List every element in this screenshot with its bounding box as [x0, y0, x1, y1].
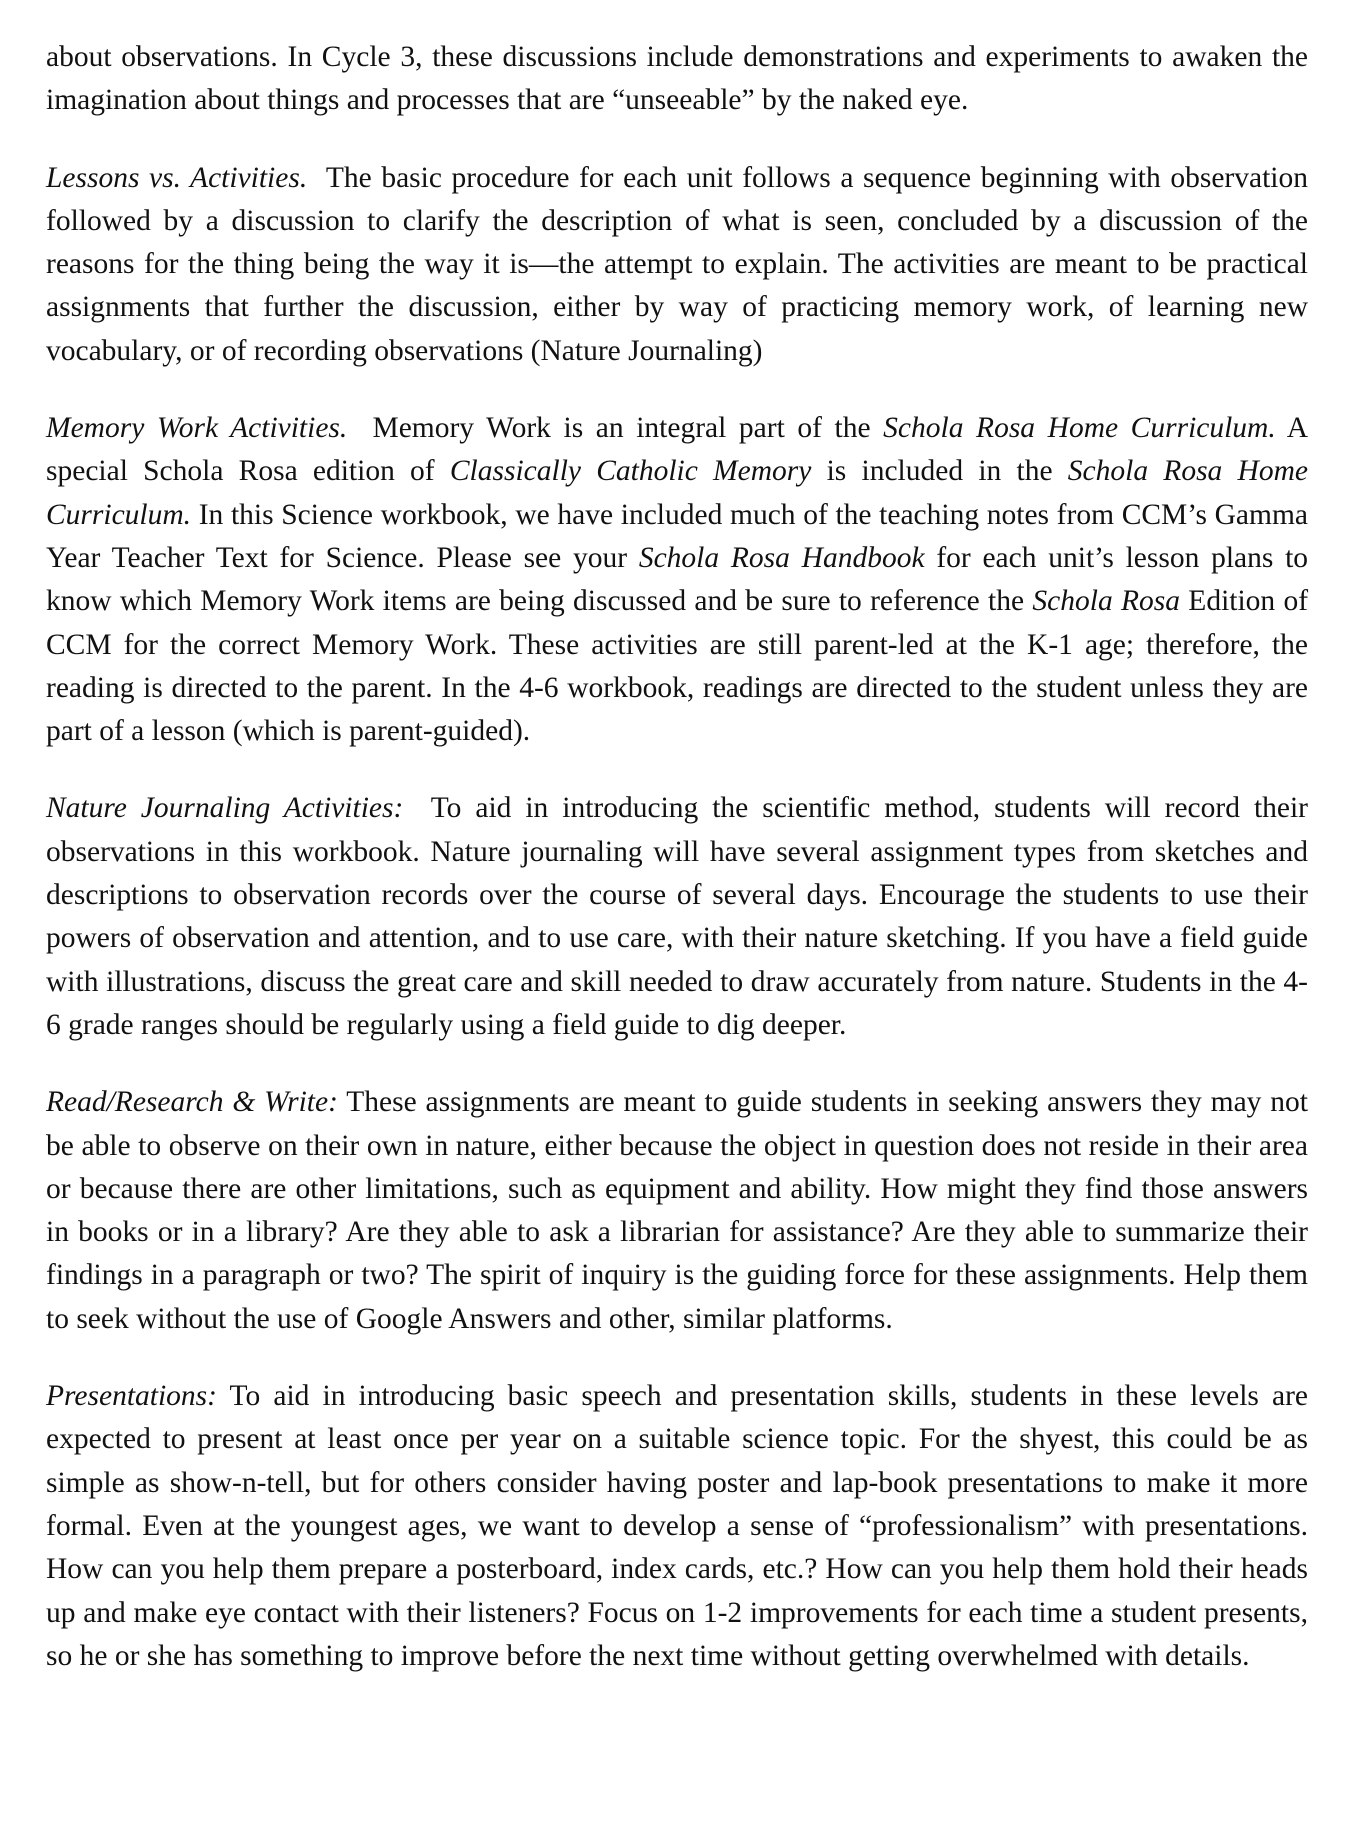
- memory-text-6: Edition of CCM for the correct Memory Work. These activities are still parent-led at the K-1 age; therefore, the reading is directed to the parent. In the 4-6 workbook, readings are directed to the student unless they are part of a lesson (which is parent-guided).: [46, 585, 1309, 748]
- document-page: [46, 36, 1308, 1712]
- memory-text-2: A special Schola Rosa edition of: [46, 412, 1309, 488]
- nature-text: To aid in introducing the scientific method, students will record their observations in this workbook. Nature journaling will have several assignment types from sketches and descriptions to observation records over the course of several days. Encourage the students to use their powers of observation and attention, and to use care, with their nature sketching. If you have a field guide with illustrations, discuss the great care and skill needed to draw accurately from nature. Students in the 4-6 grade ranges should be regularly using a field guide to dig deeper.: [46, 792, 1308, 1041]
- memory-text-5: for each unit’s lesson plans to know which Memory Work items are being discussed and be sure to reference the: [46, 541, 1309, 618]
- memory-text-4: In this Science workbook, we have included much of the teaching notes from CCM’s Gamma Year Teacher Text for Science. Please see your: [46, 498, 1309, 574]
- research-text: These assignments are meant to guide students in seeking answers they may not be able to observe on their own in nature, either because the object in question does not reside in their area or because there are other limitations, such as equipment and ability. How might they find those answers in books or in a library? Are they able to ask a librarian for assistance? Are they able to summarize their findings in a paragraph or two? The spirit of inquiry is the guiding force for these assignments. Help them to seek without the use of Google Answers and other, similar platforms.: [46, 1086, 1308, 1335]
- memory-title-1: Schola Rosa Home Curriculum.: [883, 412, 1276, 445]
- memory-title-5: Schola Rosa: [1032, 585, 1180, 618]
- paragraph-intro-text: about observations. In Cycle 3, these discussions include demonstrations and experiments to awaken the imagination about things and processes that are “unseeable” by the naked eye.: [46, 41, 1308, 117]
- paragraph-memory-work: [46, 407, 1308, 753]
- memory-title-3: Schola Rosa Home Curriculum.: [46, 455, 1308, 531]
- memory-text-3: is included in the: [826, 455, 1053, 488]
- lessons-heading: Lessons vs. Activities.: [46, 161, 308, 194]
- lessons-text: The basic procedure for each unit follows a sequence beginning with observation followed by a discussion to clarify the description of what is seen, concluded by a discussion of the reasons for the thing being the way it is—the attempt to explain. The activities are meant to be practical assignments that further the discussion, either by way of practicing memory work, of learning new vocabulary, or of recording observations (Nature Journaling): [46, 161, 1308, 367]
- research-heading: Read/Research & Write:: [46, 1086, 338, 1119]
- paragraph-nature-journaling: [46, 787, 1308, 1047]
- presentations-text: To aid in introducing basic speech and presentation skills, students in these levels are expected to present at least once per year on a suitable science topic. For the shyest, this could be as simple as show-n-tell, but for others consider having poster and lap-book presentations to make it more formal. Even at the youngest ages, we want to develop a sense of “professionalism” with presentations. How can you help them prepare a posterboard, index cards, etc.? How can you help them hold their heads up and make eye contact with their listeners? Focus on 1-2 improvements for each time a student presents, so he or she has something to improve before the next time without getting overwhelmed with details.: [46, 1380, 1309, 1672]
- memory-heading: Memory Work Activities.: [46, 412, 348, 445]
- paragraph-lessons-vs-activities: [46, 157, 1308, 373]
- memory-text-1: Memory Work is an integral part of the: [372, 412, 871, 445]
- memory-title-2: Classically Catholic Memory: [449, 455, 812, 488]
- memory-title-4: Schola Rosa Handbook: [638, 541, 925, 574]
- paragraph-read-research-write: [46, 1081, 1308, 1341]
- paragraph-intro: [46, 36, 1308, 123]
- presentations-heading: Presentations:: [46, 1380, 217, 1413]
- paragraph-presentations: [46, 1375, 1308, 1678]
- nature-heading: Nature Journaling Activities:: [46, 792, 404, 825]
